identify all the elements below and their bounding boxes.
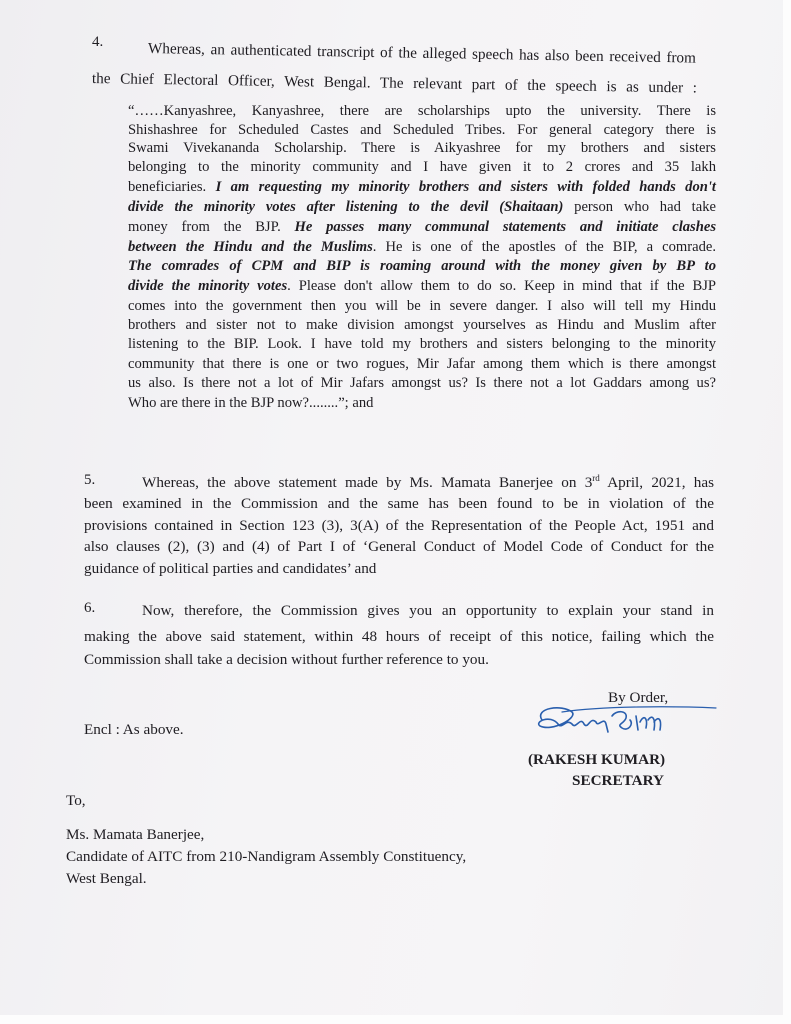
quote-text: Who are there in the BJP now?........”; and bbox=[128, 395, 374, 411]
para-5-line: also clauses (2), (3) and (4) of Part I of ‘General Conduct of Model Code of Conduct for the bbox=[84, 538, 714, 555]
quote-line bbox=[128, 375, 716, 392]
para-5-line-1 bbox=[142, 474, 714, 492]
quote-text: us also. Is there not a lot of Mir Jafars amongst us? Is there not a lot Gaddars among us? bbox=[128, 375, 716, 391]
addressee-line: West Bengal. bbox=[66, 870, 147, 887]
para-5-line: guidance of political parties and candidates’ and bbox=[84, 560, 377, 577]
addressee-line: Ms. Mamata Banerjee, bbox=[66, 826, 205, 843]
quote-line bbox=[128, 140, 716, 157]
quote-line bbox=[128, 336, 716, 353]
quote-text: Swami Vivekananda Scholarship. There is Aikyashree for my brothers and sisters bbox=[128, 140, 716, 156]
quote-text: . He is one of the apostles of the BIP, a comrade. bbox=[372, 239, 717, 255]
quote-line bbox=[128, 278, 716, 295]
quote-text: . Please don't allow them to do so. Keep in mind that if the BJP bbox=[287, 278, 716, 294]
para-4-line-2 bbox=[92, 70, 697, 98]
enclosure-text: Encl : As above. bbox=[84, 721, 184, 738]
quote-text: person who had take bbox=[563, 199, 716, 215]
para-5-line: been examined in the Commission and the same has been found to be in violation of the bbox=[84, 495, 714, 512]
quote-line bbox=[128, 298, 716, 315]
quote-line bbox=[128, 239, 716, 256]
para-4-line-1: Whereas, an authenticated transcript of the alleged speech has also been received from bbox=[147, 40, 697, 67]
quote-text: listening to the BIP. Look. I have told my brothers and sisters belonging to the minority bbox=[128, 336, 716, 352]
quote-line bbox=[128, 199, 716, 216]
quote-line bbox=[128, 179, 716, 196]
quote-line bbox=[128, 159, 716, 176]
quote-text: money from the BJP. bbox=[128, 219, 295, 235]
para-6-line: Commission shall take a decision without further reference to you. bbox=[84, 651, 489, 668]
para-5-line: provisions contained in Section 123 (3), 3(A) of the Representation of the People Act, 1951 and bbox=[84, 517, 714, 534]
quote-text: belonging to the minority community and I have given it to 2 crores and 35 lakh bbox=[128, 159, 716, 175]
para-5-number: 5. bbox=[84, 472, 96, 488]
quote-emphasis: between the Hindu and the Muslims bbox=[128, 239, 373, 255]
quote-line bbox=[128, 258, 716, 275]
para-4-number: 4. bbox=[92, 34, 104, 50]
quote-emphasis: divide the minority votes bbox=[128, 278, 288, 294]
quote-text: beneficiaries. bbox=[128, 179, 216, 195]
by-order-label: By Order, bbox=[608, 689, 669, 706]
signatory-name: (RAKESH KUMAR) bbox=[528, 751, 666, 768]
signature-image bbox=[532, 702, 722, 742]
quote-text: comes into the government then you will be in severe danger. I also will tell my Hindu bbox=[128, 298, 716, 314]
para-6-line-1: Now, therefore, the Commission gives you an opportunity to explain your stand in bbox=[142, 602, 714, 619]
quote-line bbox=[128, 122, 716, 139]
quote-emphasis: I am requesting my minority brothers and sisters with folded hands don't bbox=[215, 179, 716, 195]
quote-text: “……Kanyashree, Kanyashree, there are scholarships upto the university. There is bbox=[128, 103, 716, 119]
para-5-line-1-pre: Whereas, the above statement made by Ms. Mamata Banerjee on 3 bbox=[142, 474, 593, 491]
quote-line bbox=[128, 103, 716, 120]
quote-emphasis: He passes many communal statements and initiate clashes bbox=[294, 219, 716, 235]
signatory-designation: SECRETARY bbox=[572, 772, 665, 789]
quote-text: brothers and sister not to make division amongst yourselves as Hindu and Muslim after bbox=[128, 317, 716, 333]
to-label: To, bbox=[66, 792, 86, 809]
para-6-line: making the above said statement, within 48 hours of receipt of this notice, failing which the bbox=[84, 628, 714, 645]
para-6-number: 6. bbox=[84, 600, 96, 616]
addressee-line: Candidate of AITC from 210-Nandigram Assembly Constituency, bbox=[66, 848, 467, 865]
quote-text: Shishashree for Scheduled Castes and Scheduled Tribes. For general category there is bbox=[128, 122, 716, 138]
para-5-line-1-post: April, 2021, has bbox=[599, 474, 714, 491]
quote-line bbox=[128, 219, 716, 236]
para-5-date-sup: rd bbox=[592, 473, 600, 483]
quote-emphasis: divide the minority votes after listening to the devil (Shaitaan) bbox=[128, 199, 564, 215]
quote-line bbox=[128, 395, 716, 412]
quote-text: community that there is one or two rogues, Mir Jafar among them which is there amongst bbox=[128, 356, 716, 372]
enclosure-note bbox=[50, 721, 184, 738]
quote-emphasis: The comrades of CPM and BIP is roaming around with the money given by BP to bbox=[128, 258, 716, 274]
quote-line bbox=[128, 317, 716, 334]
quote-line bbox=[128, 356, 716, 373]
para-4-line-2-text: the Chief Electoral Officer, West Bengal. The relevant part of the speech is as under : bbox=[91, 70, 698, 97]
